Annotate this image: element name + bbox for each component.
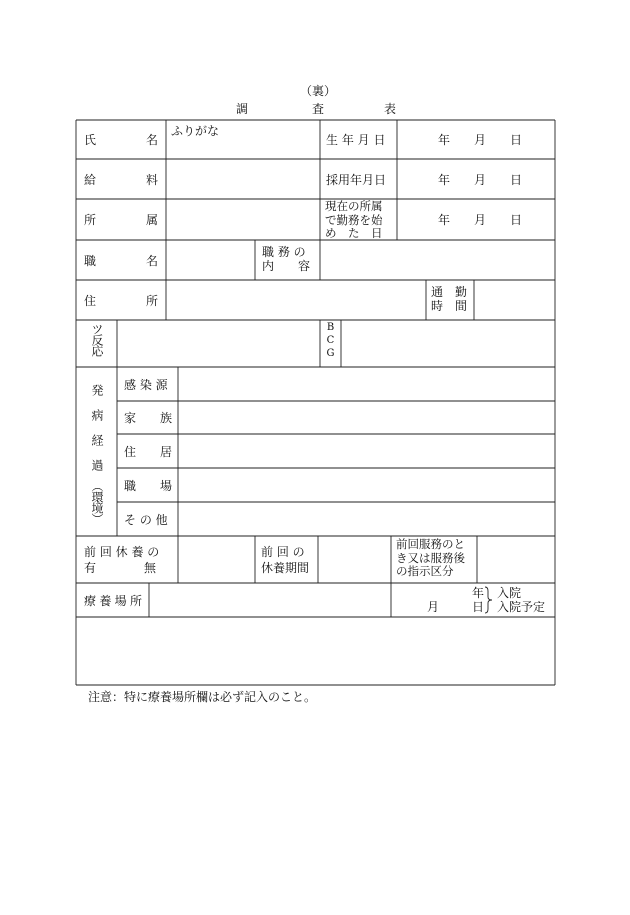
start-date-field[interactable]: 年 月 日 [438, 213, 523, 227]
address-label: 住 所 [84, 294, 158, 308]
name-label: 氏 名 [84, 133, 158, 147]
prev-instruction-label: 前回服務のと き又は服務後 の指示区分 [396, 537, 465, 578]
name-field[interactable] [166, 138, 320, 159]
other-label: そ の 他 [124, 513, 168, 527]
duty-field[interactable] [320, 240, 555, 280]
residence-label: 住 居 [124, 445, 173, 459]
bcg-field[interactable] [341, 320, 555, 367]
prev-rest-field[interactable] [178, 536, 255, 583]
admit-planned-option: 入院予定 [497, 600, 546, 614]
recuperation-place-label: 療 養 場 所 [84, 594, 142, 608]
commute-label: 通 勤 時 間 [431, 285, 468, 313]
family-label: 家 族 [124, 411, 173, 425]
family-field[interactable] [178, 401, 555, 434]
workplace-label: 職 場 [124, 479, 173, 493]
residence-field[interactable] [178, 434, 555, 468]
infection-source-label: 感 染 源 [124, 378, 168, 392]
position-field[interactable] [166, 240, 255, 280]
hire-date-field[interactable]: 年 月 日 [438, 173, 523, 187]
admit-option: 入院 [497, 586, 522, 600]
prev-rest-label: 前 回 休 養 の 有 無 [84, 545, 160, 575]
tuberculin-reaction-label: ツ反応 [90, 323, 104, 356]
position-label: 職 名 [84, 254, 158, 268]
department-label: 所 属 [84, 213, 158, 227]
start-date-label: 現在の所属 で勤務を始 め た 日 [325, 199, 383, 240]
infection-source-field[interactable] [178, 367, 555, 401]
onset-history-label: 発病経過 [90, 384, 104, 484]
title-char-3: 表 [384, 102, 397, 116]
admission-date-field[interactable]: 年 月 日 入院 入院予定 [427, 586, 546, 614]
environment-label: （環境） [90, 480, 104, 524]
title-char-1: 調 [236, 102, 249, 116]
brace-icon [484, 586, 493, 614]
prev-period-label: 前 回 の 休養期間 [261, 545, 310, 575]
recuperation-place-field[interactable] [149, 583, 391, 617]
hire-date-label: 採用年月日 [326, 173, 387, 187]
workplace-field[interactable] [178, 468, 555, 502]
birth-date-field[interactable]: 年 月 日 [438, 133, 523, 147]
prev-instruction-field[interactable] [477, 536, 555, 583]
address-field[interactable] [166, 280, 426, 320]
salary-field[interactable] [166, 159, 320, 199]
department-field[interactable] [166, 199, 320, 240]
duty-label: 職 務 の 内 容 [262, 245, 311, 273]
tuberculin-reaction-field[interactable] [117, 320, 320, 367]
furigana-label: ふりがな [171, 124, 220, 138]
remarks-area[interactable] [76, 617, 555, 685]
bcg-label: BCG [325, 322, 336, 361]
salary-label: 給 料 [84, 173, 158, 187]
prev-period-field[interactable] [318, 536, 391, 583]
side-label: （裏） [300, 84, 337, 98]
commute-field[interactable] [474, 280, 555, 320]
title-char-2: 査 [312, 102, 325, 116]
birth-date-label: 生 年 月 日 [326, 133, 386, 147]
other-field[interactable] [178, 502, 555, 536]
footer-note: 注意：特に療養場所欄は必ず記入のこと。 [88, 690, 317, 704]
